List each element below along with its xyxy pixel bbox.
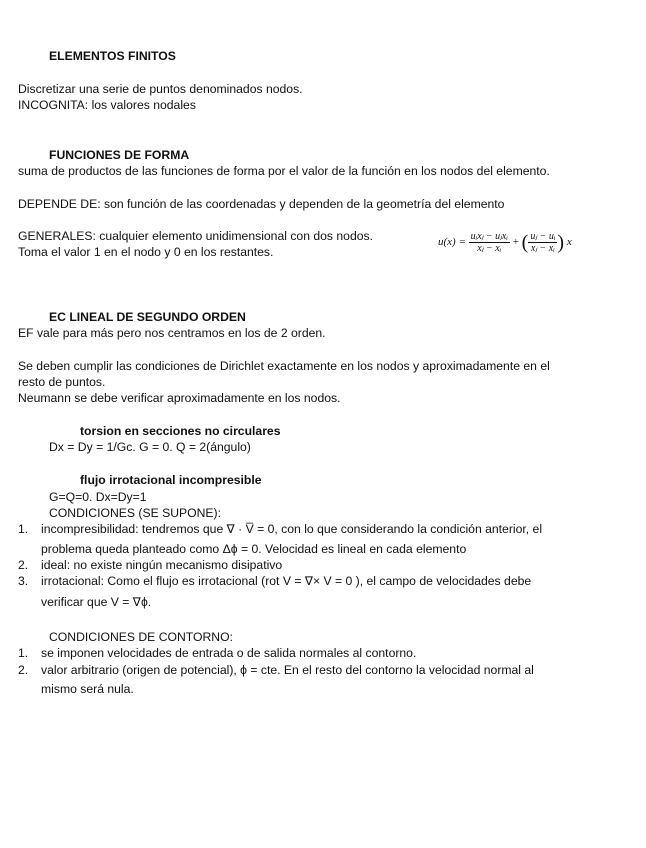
list-number: 1. [18,522,29,536]
list-item-text: mismo será nula. [41,682,134,696]
list-item-text: problema queda planteado como Δϕ = 0. Velocidad es lineal en cada elemento [41,542,467,556]
text-line: DEPENDE DE: son función de las coordenadas y dependen de la geometría del elemento [18,197,505,211]
fraction-numerator: uᵢxⱼ − uⱼxᵢ [470,230,508,242]
paren-open: ( [521,231,529,254]
subheading-torsion: torsion en secciones no circulares [80,424,281,438]
heading-ec-lineal: EC LINEAL DE SEGUNDO ORDEN [49,310,246,324]
text-line: G=Q=0. Dx=Dy=1 [49,490,147,504]
list-item-text: se imponen velocidades de entrada o de salida normales al contorno. [41,646,417,660]
text-line: Toma el valor 1 en el nodo y 0 en los restantes. [18,245,274,259]
paren-close: ) [557,231,565,254]
fraction-denominator: xⱼ − xᵢ [530,242,555,254]
list-item-text: incompresibilidad: tendremos que ∇ · V̅ = 0, con lo que considerando la condición anterior, el [41,522,543,536]
text-line: resto de puntos. [18,375,106,389]
list-item-text: ideal: no existe ningún mecanismo disipativo [41,558,283,572]
text-line: GENERALES: cualquier elemento unidimensional con dos nodos. [18,229,373,243]
text-line: Neumann se debe verificar aproximadamente en los nodos. [18,391,341,405]
formula-tail: x [566,236,572,248]
text-line: EF vale para más pero nos centramos en los de 2 orden. [18,326,326,340]
list-number: 3. [18,574,29,588]
text-line: INCOGNITA: los valores nodales [18,98,196,112]
formula-fraction-2 [528,231,557,254]
list-item-text: valor arbitrario (origen de potencial), ϕ = cte. En el resto del contorno la velocidad normal al [41,663,534,677]
text-line: Dx = Dy = 1/Gc. G = 0. Q = 2(ángulo) [49,440,251,454]
list-number: 2. [18,663,29,677]
text-line: Se deben cumplir las condiciones de Dirichlet exactamente en los nodos y aproximadamente en el [18,359,550,373]
list-number: 1. [18,646,29,660]
list-item-text: verificar que V = ∇ϕ. [41,595,152,609]
formula-fraction-1 [469,231,510,254]
text-line: suma de productos de las funciones de forma por el valor de la función en los nodos del elemento. [18,164,550,178]
shape-function-formula [438,228,572,256]
text-line: Discretizar una serie de puntos denominados nodos. [18,82,303,96]
fraction-numerator: uⱼ − uᵢ [530,230,556,242]
formula-lhs: u(x) = [438,236,466,248]
list-item-text: irrotacional: Como el flujo es irrotacional (rot V = ∇× V = 0 ), el campo de velocidades debe [41,574,532,588]
formula-plus: + [512,236,519,248]
text-line: CONDICIONES (SE SUPONE): [49,506,221,520]
heading-funciones-de-forma: FUNCIONES DE FORMA [49,148,190,162]
heading-elementos-finitos: ELEMENTOS FINITOS [49,49,176,63]
subheading-contorno: CONDICIONES DE CONTORNO: [49,630,233,644]
fraction-denominator: xⱼ − xᵢ [477,242,502,254]
subheading-flujo: flujo irrotacional incompresible [80,473,262,487]
list-number: 2. [18,558,29,572]
